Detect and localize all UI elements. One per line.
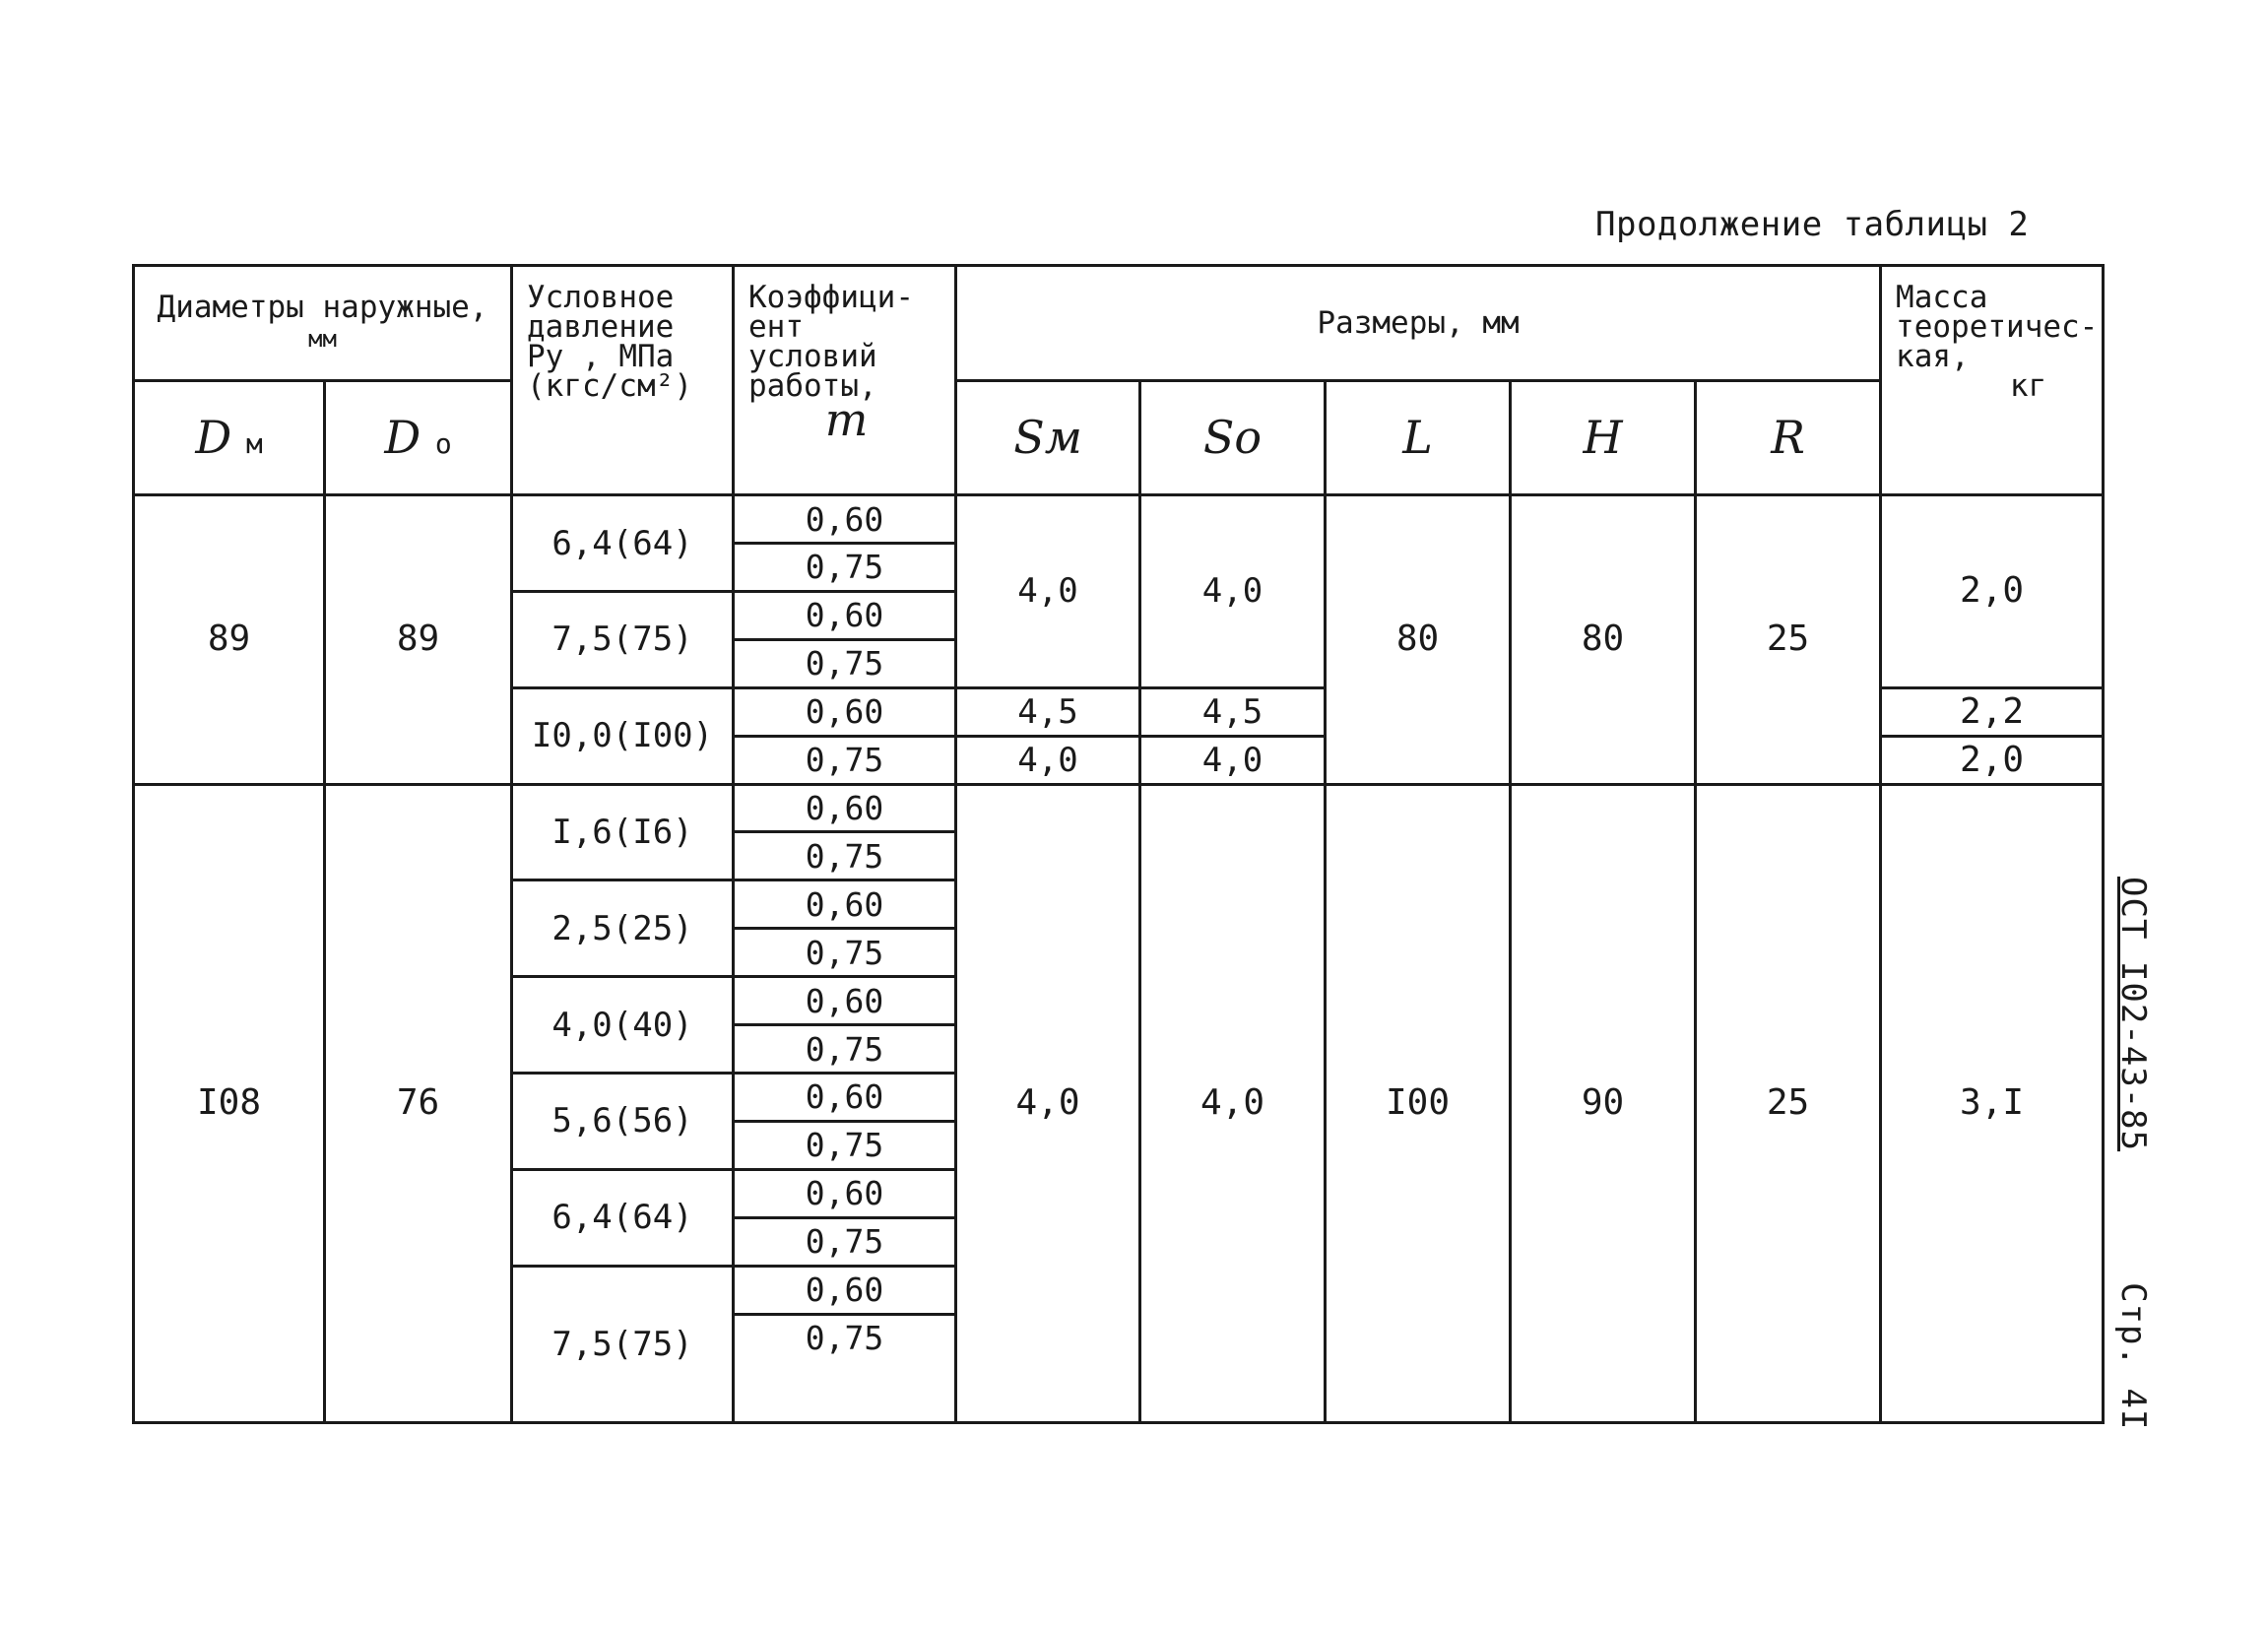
g1-m-2b: 0,75 [734, 639, 956, 687]
header-coefficient-line4: работы, [748, 368, 877, 404]
g1-s-m-a: 4,0 [956, 495, 1140, 688]
header-diameters-label: Диаметры наружные, [157, 289, 488, 325]
g1-r: 25 [1696, 495, 1881, 784]
g2-d-o: 76 [325, 784, 512, 1422]
g2-m-4b: 0,75 [734, 1121, 956, 1169]
g1-mass-b: 2,2 [1881, 687, 2104, 736]
g1-s-o-b: 4,5 [1140, 687, 1326, 736]
g2-h: 90 [1511, 784, 1696, 1422]
header-coefficient-line3: условий [748, 339, 877, 374]
g2-m-3a: 0,60 [734, 977, 956, 1025]
g1-mass-c: 2,0 [1881, 736, 2104, 784]
header-pressure-line1: Условное [527, 280, 675, 315]
header-coefficient-symbol: m [824, 393, 869, 446]
g2-s-o: 4,0 [1140, 784, 1326, 1422]
g1-m-1b: 0,75 [734, 544, 956, 592]
header-diameters [134, 266, 512, 381]
header-h: H [1511, 380, 1696, 495]
header-mass [1881, 266, 2104, 495]
g2-m-1a: 0,60 [734, 784, 956, 832]
g2-m-2a: 0,60 [734, 880, 956, 929]
g2-m-2b: 0,75 [734, 929, 956, 977]
table-caption: Продолжение таблицы 2 [1595, 205, 2030, 244]
side-note-doc-code: ОСТ I02-43-85 [2113, 877, 2153, 1152]
g1-h: 80 [1511, 495, 1696, 784]
g2-pressure-5: 6,4(64) [512, 1169, 734, 1266]
g1-s-o-c: 4,0 [1140, 736, 1326, 784]
header-pressure-line4: (кгс/см²) [527, 368, 692, 404]
g1-d-o: 89 [325, 495, 512, 784]
g2-pressure-6: 7,5(75) [512, 1266, 734, 1422]
g1-pressure-2: 7,5(75) [512, 591, 734, 687]
g1-l: 80 [1326, 495, 1511, 784]
g1-pressure-3: I0,0(I00) [512, 687, 734, 784]
g2-pressure-2: 2,5(25) [512, 880, 734, 977]
g2-m-5b: 0,75 [734, 1217, 956, 1266]
header-d-m [134, 380, 325, 495]
header-pressure-line3: Pу , МПа [527, 339, 675, 374]
header-mass-line3: кая, [1896, 339, 1970, 374]
header-mass-unit: кг [2009, 368, 2047, 404]
g2-m-1b: 0,75 [734, 832, 956, 880]
g2-d-m: I08 [134, 784, 325, 1422]
header-coefficient-line2: ент [748, 309, 805, 345]
g2-m-3b: 0,75 [734, 1025, 956, 1074]
header-pressure-line2: давление [527, 309, 675, 345]
g1-m-1a: 0,60 [734, 495, 956, 544]
header-coefficient-line1: Коэффици- [748, 280, 914, 315]
side-note [2113, 877, 2153, 1430]
g2-m-6b: 0,75 [734, 1314, 956, 1422]
header-s-o: So [1140, 380, 1326, 495]
g1-s-o-a: 4,0 [1140, 495, 1326, 688]
g2-s-m: 4,0 [956, 784, 1140, 1422]
g1-d-m: 89 [134, 495, 325, 784]
header-coefficient [734, 266, 956, 495]
side-note-page-label: Стр. 4I [2113, 1282, 2153, 1431]
g1-m-3b: 0,75 [734, 736, 956, 784]
g2-m-6a: 0,60 [734, 1266, 956, 1314]
g2-m-5a: 0,60 [734, 1169, 956, 1217]
g1-m-2a: 0,60 [734, 591, 956, 639]
pipe-dimensions-table [132, 264, 2105, 1424]
header-r: R [1696, 380, 1881, 495]
g1-m-3a: 0,60 [734, 687, 956, 736]
g1-mass-a: 2,0 [1881, 495, 2104, 688]
header-pressure [512, 266, 734, 495]
g2-m-4a: 0,60 [734, 1074, 956, 1122]
g1-pressure-1: 6,4(64) [512, 495, 734, 592]
g2-l: I00 [1326, 784, 1511, 1422]
header-mass-line1: Масса [1896, 280, 1988, 315]
header-mass-line2: теоретичес- [1896, 309, 2099, 345]
header-sizes: Размеры, мм [956, 266, 1881, 381]
g2-pressure-1: I,6(I6) [512, 784, 734, 880]
g1-s-m-c: 4,0 [956, 736, 1140, 784]
g2-mass: 3,I [1881, 784, 2104, 1422]
g2-r: 25 [1696, 784, 1881, 1422]
g1-s-m-b: 4,5 [956, 687, 1140, 736]
header-d-m-sub: м [245, 427, 263, 461]
g2-pressure-4: 5,6(56) [512, 1074, 734, 1170]
header-d-o [325, 380, 512, 495]
header-s-m: Sм [956, 380, 1140, 495]
header-d-o-sub: о [434, 427, 452, 461]
header-d-o-symbol: D [384, 411, 421, 465]
g2-pressure-3: 4,0(40) [512, 977, 734, 1074]
header-diameters-unit: мм [308, 324, 337, 353]
header-d-m-symbol: D [195, 411, 232, 465]
header-l: L [1326, 380, 1511, 495]
